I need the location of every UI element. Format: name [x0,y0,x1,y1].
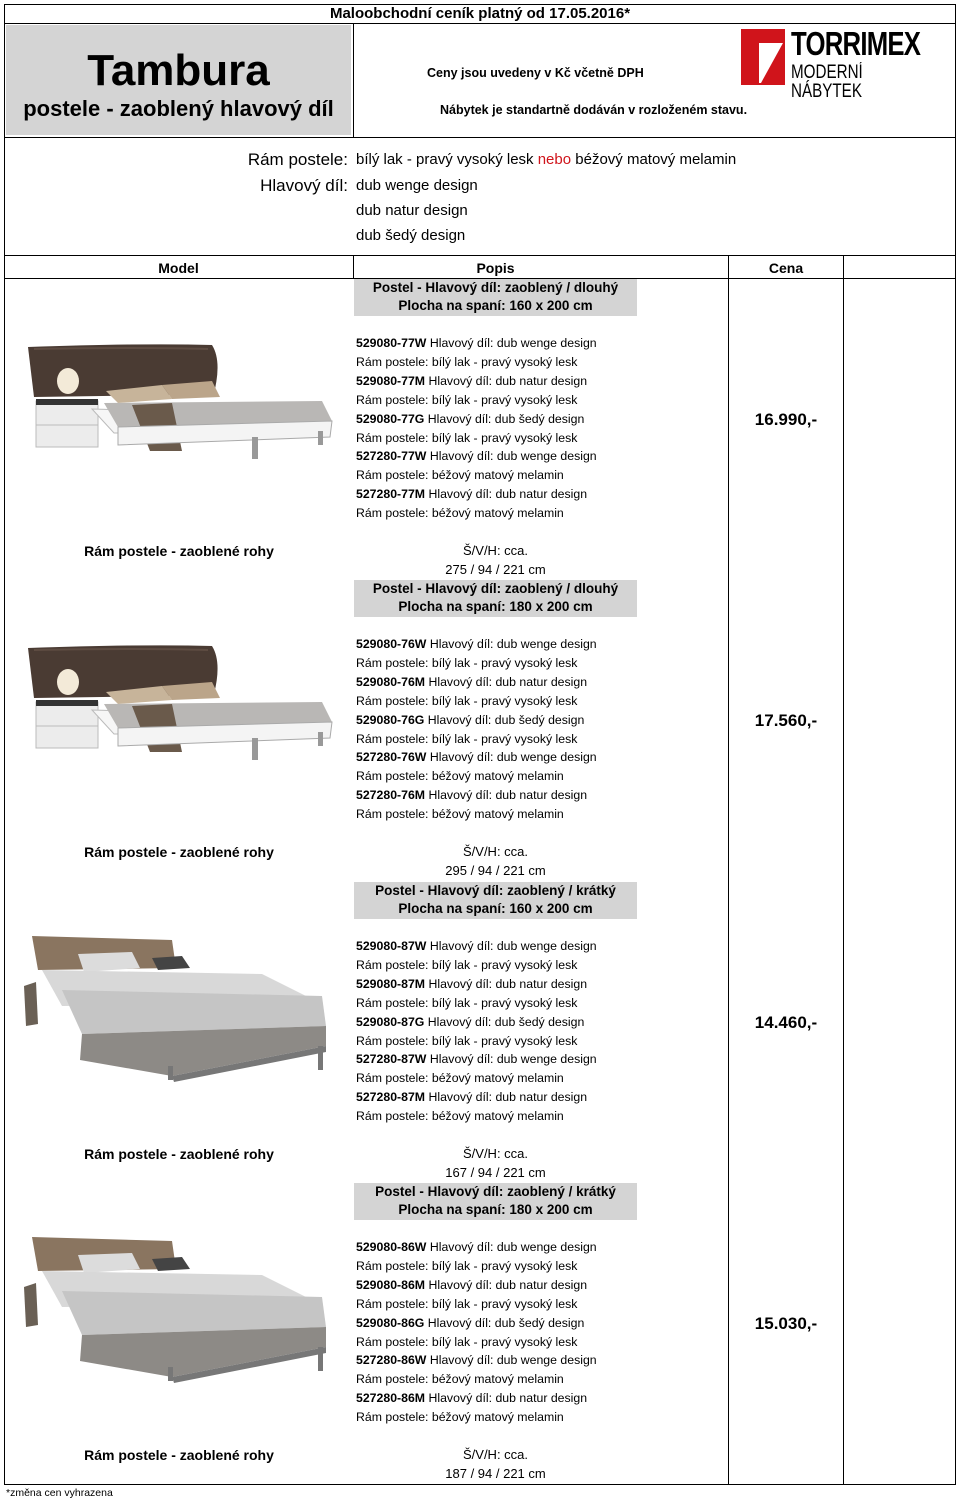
product-dims-label: Š/V/H: cca. [462,543,529,558]
product-line [356,1354,597,1366]
bed-image [22,1235,334,1388]
product-dims-label: Š/V/H: cca. [462,1146,529,1161]
product-dims-label: Š/V/H: cca. [462,844,529,859]
product-dims: 275 / 94 / 221 cm [445,562,546,577]
product-sleep-area: Plocha na spaní: 160 x 200 cm [398,901,593,916]
headboard-label: Hlavový díl: [260,176,348,195]
product-line-text: Rám postele: bílý lak - pravý vysoký lesk [356,995,578,1010]
product-line-text: Hlavový díl: dub wenge design [429,939,597,953]
delivery-note: Nábytek je standartně dodáván v rozloženém stavu. [440,103,748,117]
product-caption: Rám postele - zaoblené rohy [84,1146,274,1162]
product-line-text: Hlavový díl: dub šedý design [427,712,585,727]
product-line-text: Rám postele: bílý lak - pravý vysoký lesk [356,957,578,972]
product-line [356,1016,584,1028]
product-line-text: Rám postele: béžový matový melamin [356,1372,564,1387]
product-line [356,432,577,444]
model-title-box [6,25,351,135]
product-line [356,789,587,801]
prices-note: Ceny jsou uvedeny v Kč včetně DPH [427,66,644,80]
product-line [356,450,597,462]
product-line-text: Rám postele: bílý lak - pravý vysoký lesk [356,655,578,670]
product-line-text: Rám postele: béžový matový melamin [356,769,564,784]
product-line [356,1336,577,1348]
product-line-text: Hlavový díl: dub natur design [428,1391,588,1406]
product-code: 529080-87M [356,976,426,991]
product-line-text: Hlavový díl: dub natur design [428,674,588,689]
product-code: 529080-77W [356,336,427,350]
logo-mark-icon [741,29,785,85]
product-line [356,1260,577,1272]
product-line-text: Hlavový díl: dub natur design [428,1277,588,1292]
product-line [356,356,577,368]
product-line [356,714,584,726]
product-line [356,469,564,481]
product-line-text: Hlavový díl: dub wenge design [429,750,597,765]
product-dims: 167 / 94 / 221 cm [445,1165,546,1180]
product-line-text: Hlavový díl: dub šedý design [427,1315,585,1330]
product-line-text: Rám postele: bílý lak - pravý vysoký lesk [356,693,578,708]
brand-name: TORRIMEX [791,25,921,62]
product-line [356,1298,577,1310]
product-header [354,1183,637,1220]
product-line [356,1091,587,1103]
headboard-value-3: dub šedý design [356,227,466,244]
product-line-text: Hlavový díl: dub natur design [428,788,588,803]
bed-image [22,341,334,476]
product-title: Postel - Hlavový díl: zaoblený / krátký [375,1184,616,1199]
product-code: 527280-76M [356,788,426,803]
product-line-text: Rám postele: béžový matový melamin [356,1071,564,1086]
product-line [356,1317,584,1329]
product-line [356,1072,564,1084]
product-code: 529080-87W [356,939,427,953]
footnote: *změna cen vyhrazena [6,1487,113,1499]
product-line-text: Rám postele: bílý lak - pravý vysoký lesk [356,392,578,407]
product-caption: Rám postele - zaoblené rohy [84,844,274,860]
product-dims: 187 / 94 / 221 cm [445,1466,546,1481]
product-line [356,375,587,387]
product-caption: Rám postele - zaoblené rohy [84,543,274,559]
product-line-text: Rám postele: bílý lak - pravý vysoký lesk [356,1334,578,1349]
product-line [356,959,577,971]
product-line-text: Hlavový díl: dub šedý design [427,1014,585,1029]
product-caption: Rám postele - zaoblené rohy [84,1447,274,1463]
product-code: 527280-87W [356,1052,427,1067]
frame-value-b: béžový matový melamin [575,151,737,168]
product-line-text: Rám postele: béžový matový melamin [356,1410,564,1425]
model-subtitle: postele - zaoblený hlavový díl [23,96,334,121]
product-code: 527280-87M [356,1090,426,1105]
product-code: 529080-76M [356,674,426,689]
product-line [356,1110,564,1122]
validity-note: Maloobchodní ceník platný od 17.05.2016* [329,5,631,22]
product-line [356,808,564,820]
product-line-text: Hlavový díl: dub natur design [428,487,588,502]
product-title: Postel - Hlavový díl: zaoblený / dlouhý [372,581,619,596]
product-line-text: Hlavový díl: dub wenge design [429,1052,597,1067]
product-line [356,997,577,1009]
product-dims-label: Š/V/H: cca. [462,1447,529,1462]
product-sleep-area: Plocha na spaní: 160 x 200 cm [398,298,593,313]
product-code: 527280-86M [356,1391,426,1406]
column-description: Popis [476,260,515,276]
product-code: 527280-77M [356,487,426,502]
product-header [354,279,637,316]
product-line [356,1411,564,1423]
product-line [356,751,597,763]
product-line-text: Hlavový díl: dub wenge design [429,637,597,651]
product-code: 529080-86M [356,1277,426,1292]
product-code: 529080-86W [356,1240,427,1254]
product-line [356,507,564,519]
product-code: 529080-77M [356,373,426,388]
product-code: 529080-76G [356,712,425,727]
product-line [356,1279,587,1291]
product-price: 15.030,- [754,1314,818,1333]
product-line-text: Rám postele: béžový matový melamin [356,506,564,521]
product-price: 16.990,- [754,410,818,429]
product-header [354,882,637,919]
product-title: Postel - Hlavový díl: zaoblený / krátký [375,883,616,898]
product-line-text: Rám postele: béžový matový melamin [356,1109,564,1124]
frame-values [356,152,736,167]
product-line-text: Rám postele: bílý lak - pravý vysoký lesk [356,1296,578,1311]
product-header [354,580,637,617]
product-line [356,940,597,952]
product-price: 14.460,- [754,1013,818,1032]
product-line-text: Rám postele: bílý lak - pravý vysoký lesk [356,1258,578,1273]
headboard-value-2: dub natur design [356,202,468,219]
product-line [356,394,577,406]
product-line-text: Hlavový díl: dub wenge design [429,449,597,464]
product-line [356,1241,597,1253]
product-line-text: Hlavový díl: dub natur design [428,976,588,991]
product-line [356,676,587,688]
product-sleep-area: Plocha na spaní: 180 x 200 cm [398,1202,593,1217]
product-code: 529080-87G [356,1014,425,1029]
product-line [356,770,564,782]
product-title: Postel - Hlavový díl: zaoblený / dlouhý [372,280,619,295]
product-line-text: Rám postele: bílý lak - pravý vysoký lesk [356,731,578,746]
product-line-text: Rám postele: bílý lak - pravý vysoký lesk [356,354,578,369]
product-line [356,978,587,990]
product-sleep-area: Plocha na spaní: 180 x 200 cm [398,599,593,614]
product-line [356,1373,564,1385]
column-model: Model [158,260,199,276]
product-line [356,1053,597,1065]
product-line-text: Rám postele: bílý lak - pravý vysoký lesk [356,430,578,445]
product-line-text: Hlavový díl: dub šedý design [427,411,585,426]
product-line-text: Hlavový díl: dub natur design [428,1090,588,1105]
torrimex-logo [741,25,951,102]
product-line-text: Hlavový díl: dub wenge design [429,336,597,350]
frame-or: nebo [537,151,572,168]
frame-value-a: bílý lak - pravý vysoký lesk [356,151,534,168]
product-line [356,695,577,707]
bed-image [22,934,334,1087]
brand-tagline: MODERNÍ NÁBYTEK [791,62,863,102]
model-name: Tambura [87,46,270,95]
product-line [356,638,597,650]
product-line-text: Hlavový díl: dub wenge design [429,1353,597,1368]
frame-label: Rám postele: [247,150,348,169]
product-line-text: Hlavový díl: dub wenge design [429,1240,597,1254]
product-line [356,657,577,669]
bed-image [22,642,334,777]
product-line [356,413,584,425]
headboard-value-1: dub wenge design [356,177,478,194]
product-line [356,1392,587,1404]
product-code: 529080-77G [356,411,425,426]
product-price: 17.560,- [754,711,818,730]
product-line-text: Rám postele: bílý lak - pravý vysoký lesk [356,1033,578,1048]
column-price: Cena [768,260,804,276]
product-code: 527280-76W [356,750,427,765]
product-code: 527280-86W [356,1353,427,1368]
product-line [356,733,577,745]
product-line [356,488,587,500]
product-code: 529080-76W [356,637,427,651]
product-line-text: Rám postele: béžový matový melamin [356,807,564,822]
product-code: 527280-77W [356,449,427,464]
product-line [356,337,597,349]
product-line-text: Hlavový díl: dub natur design [428,373,588,388]
product-line-text: Rám postele: béžový matový melamin [356,468,564,483]
product-line [356,1035,577,1047]
product-code: 529080-86G [356,1315,425,1330]
product-dims: 295 / 94 / 221 cm [445,863,546,878]
